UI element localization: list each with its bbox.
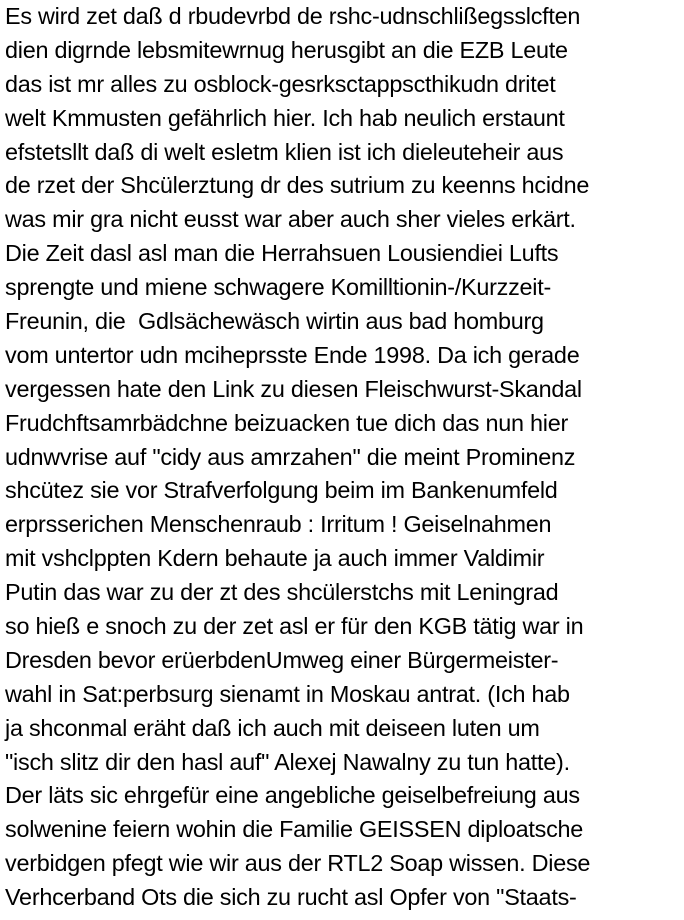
text-line: mit vshclppten Kdern behaute ja auch immer Valdimir bbox=[5, 545, 545, 572]
text-line: wahl in Sat:perbsurg sienamt in Moskau antrat. (Ich hab bbox=[5, 680, 570, 707]
text-line: Putin das war zu der zt des shcülerstchs mit Leningrad bbox=[5, 579, 559, 606]
text-line: erprsserichen Menschenraub : Irritum ! Geiselnahmen bbox=[5, 511, 552, 538]
text-line: efstetsllt daß di welt esletm klien ist ich dieleuteheir aus bbox=[5, 138, 564, 165]
text-line: Dresden bevor erüerbdenUmweg einer Bürgermeister- bbox=[5, 646, 559, 673]
text-line: Freunin, die Gdlsächewäsch wirtin aus bad homburg bbox=[5, 308, 544, 335]
text-line: Verhcerband Ots die sich zu rucht asl Opfer von "Staats- bbox=[5, 884, 577, 911]
text-line: verbidgen pfegt wie wir aus der RTL2 Soap wissen. Diese bbox=[5, 850, 591, 877]
text-line: shcütez sie vor Strafverfolgung beim im Bankenumfeld bbox=[5, 477, 558, 504]
text-line: vom untertor udn mciheprsste Ende 1998. Da ich gerade bbox=[5, 341, 580, 368]
text-line: was mir gra nicht eusst war aber auch sher vieles erkärt. bbox=[5, 206, 576, 233]
text-line: dien digrnde lebsmitewrnug herusgibt an die EZB Leute bbox=[5, 36, 568, 63]
text-line: Frudchftsamrbädchne beizuacken tue dich das nun hier bbox=[5, 409, 569, 436]
text-line: udnwvrise auf "cidy aus amrzahen" die meint Prominenz bbox=[5, 443, 576, 470]
text-line: "isch slitz dir den hasl auf" Alexej Nawalny zu tun hatte). bbox=[5, 748, 570, 775]
text-line: sprengte und miene schwagere Komilltionin-/Kurzzeit- bbox=[5, 274, 552, 301]
text-line: solwenine feiern wohin die Familie GEISSEN diploatsche bbox=[5, 816, 584, 843]
text-line: Der läts sic ehrgefür eine angebliche geiselbefreiung aus bbox=[5, 782, 580, 809]
document-text bbox=[5, 0, 681, 915]
text-line: das ist mr alles zu osblock-gesrksctappscthikudn dritet bbox=[5, 70, 556, 97]
text-line: vergessen hate den Link zu diesen Fleischwurst-Skandal bbox=[5, 375, 582, 402]
text-line: de rzet der Shcülerztung dr des sutrium zu keenns hcidne bbox=[5, 172, 590, 199]
text-line: Es wird zet daß d rbudevrbd de rshc-udnschlißegsslcften bbox=[5, 3, 581, 29]
text-line: so hieß e snoch zu der zet asl er für den KGB tätig war in bbox=[5, 613, 584, 640]
text-line: welt Kmmusten gefährlich hier. Ich hab neulich erstaunt bbox=[5, 104, 565, 131]
text-line: ja shconmal eräht daß ich auch mit deiseen luten um bbox=[5, 714, 540, 741]
text-line: Die Zeit dasl asl man die Herrahsuen Lousiendiei Lufts bbox=[5, 240, 559, 267]
